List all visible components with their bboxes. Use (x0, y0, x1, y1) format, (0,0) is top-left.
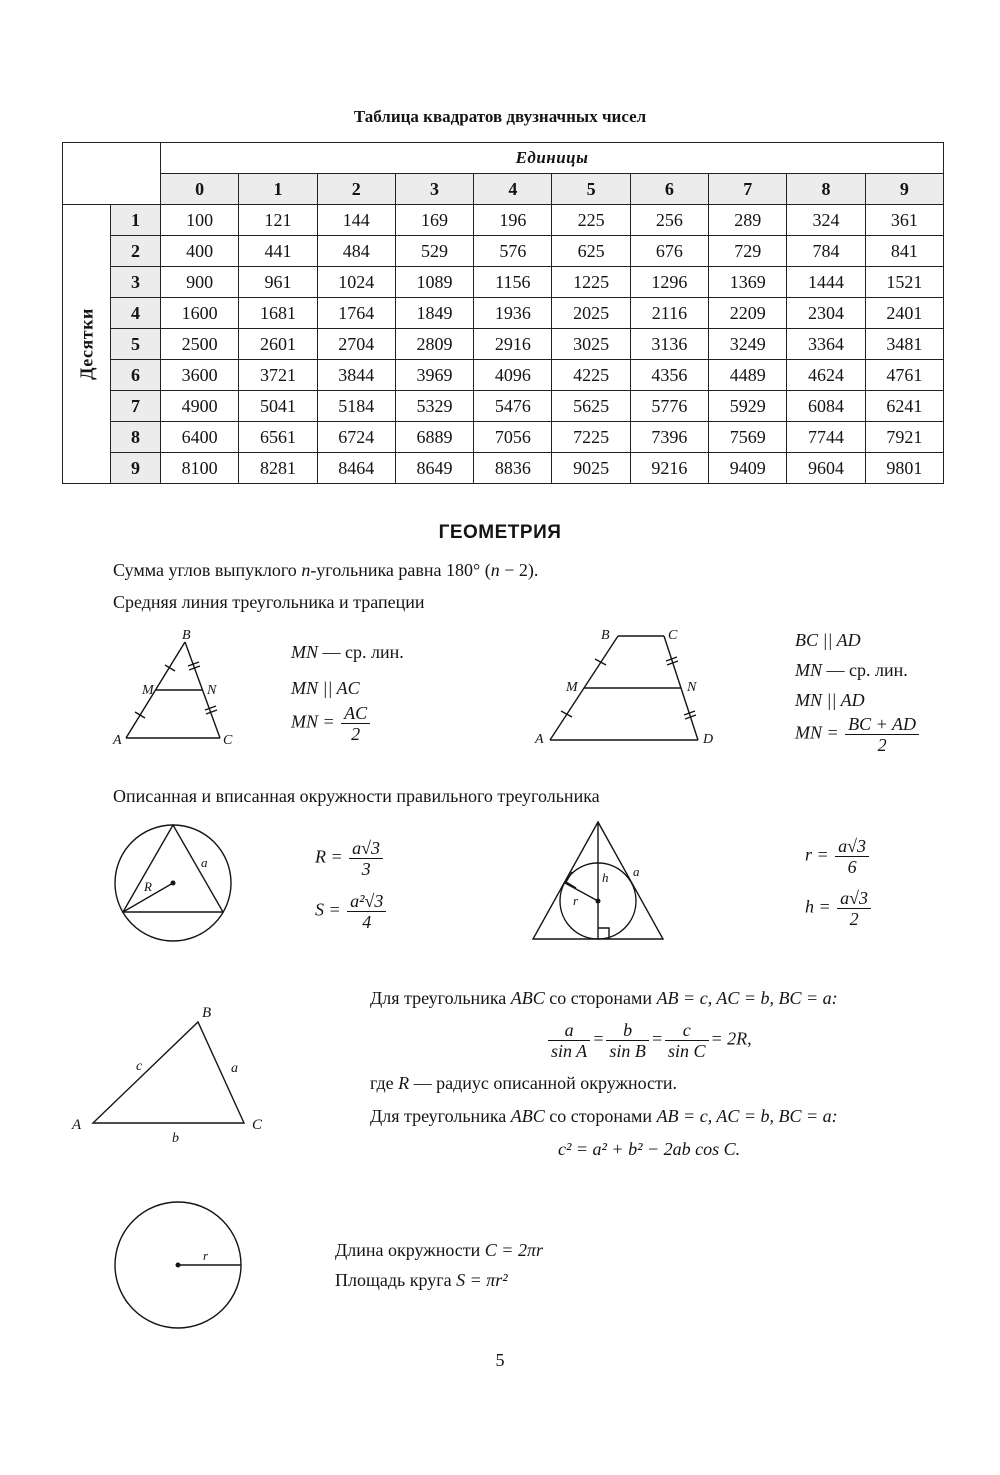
table-row (63, 422, 944, 453)
table-cell: 1764 (317, 298, 395, 329)
label-b: B (601, 628, 610, 643)
table-cell: 1444 (787, 267, 865, 298)
label-a: a (201, 855, 208, 870)
circumradius-formula (315, 838, 385, 879)
label-r: r (573, 893, 579, 908)
table-cell: 841 (865, 236, 943, 267)
tens-header (63, 205, 111, 484)
tri-midline-formula (291, 703, 372, 744)
sine-law-note (370, 1073, 677, 1094)
circumradius-fraction (349, 838, 383, 879)
table-header-digits (63, 174, 944, 205)
tri-formula-lhs: MN = (291, 711, 335, 732)
table-cell: 7056 (474, 422, 552, 453)
table-row (63, 267, 944, 298)
note-r: R (398, 1073, 410, 1093)
table-cell: 2704 (317, 329, 395, 360)
row-header: 3 (111, 267, 161, 298)
table-cell: 8100 (161, 453, 239, 484)
fraction-denominator: 2 (849, 909, 859, 929)
intro-text: Для треугольника (370, 988, 511, 1008)
column-header: 9 (865, 174, 943, 205)
table-cell: 2601 (239, 329, 317, 360)
table-corner (63, 143, 161, 205)
table-row (63, 453, 944, 484)
table-cell: 289 (709, 205, 787, 236)
table-cell: 625 (552, 236, 630, 267)
table-cell: 1296 (630, 267, 708, 298)
cos-law-intro (370, 1106, 838, 1127)
table-cell: 4761 (865, 360, 943, 391)
cos-law-formula: c² = a² + b² − 2ab cos C. (558, 1139, 741, 1159)
trap-midline-def (795, 660, 908, 681)
table-cell: 7744 (787, 422, 865, 453)
trap-midline-parallel: MN || AD (795, 690, 865, 710)
table-cell: 7225 (552, 422, 630, 453)
row-header: 4 (111, 298, 161, 329)
circle-figure (110, 1198, 250, 1338)
center-point (176, 1263, 181, 1268)
table-cell: 4096 (474, 360, 552, 391)
triangle-midline-figure (108, 625, 238, 750)
table-cell: 2116 (630, 298, 708, 329)
label-d: D (703, 732, 714, 747)
table-cell: 484 (317, 236, 395, 267)
table-cell: 676 (630, 236, 708, 267)
row-header: 8 (111, 422, 161, 453)
table-cell: 4489 (709, 360, 787, 391)
circle-area-text: Площадь круга (335, 1270, 457, 1290)
sine-law-tail: = 2R, (710, 1028, 752, 1049)
tri-midline-parallel: MN || AC (291, 678, 360, 698)
table-cell: 5776 (630, 391, 708, 422)
table-cell: 196 (474, 205, 552, 236)
intro-text: со сторонами (544, 1106, 657, 1126)
table-cell: 6241 (865, 391, 943, 422)
label-m: M (566, 680, 578, 695)
table-cell: 5625 (552, 391, 630, 422)
tick-mark (135, 712, 145, 718)
table-cell: 144 (317, 205, 395, 236)
table-cell: 2916 (474, 329, 552, 360)
table-cell: 6889 (395, 422, 473, 453)
table-cell: 5476 (474, 391, 552, 422)
fraction-numerator: a√3 (837, 888, 871, 909)
note-text: — радиус описанной окружности. (409, 1073, 678, 1093)
table-cell: 441 (239, 236, 317, 267)
triangle-abc-figure (68, 1000, 278, 1150)
sine-law-intro (370, 988, 838, 1009)
table-header-units (63, 143, 944, 174)
row-header: 5 (111, 329, 161, 360)
fraction-numerator: BC + AD (845, 714, 919, 735)
squares-table (62, 142, 944, 484)
table-cell: 361 (865, 205, 943, 236)
circle-length-formula: C = 2πr (484, 1240, 543, 1260)
table-cell: 1225 (552, 267, 630, 298)
fraction-denominator: 2 (877, 735, 887, 755)
table-cell: 4225 (552, 360, 630, 391)
table-cell: 400 (161, 236, 239, 267)
column-header: 5 (552, 174, 630, 205)
tri-mn-rest: — ср. лин. (318, 642, 404, 662)
label-a: A (72, 1117, 82, 1133)
fraction-denominator: 4 (362, 912, 372, 932)
column-header: 8 (787, 174, 865, 205)
label-r-big: R (144, 879, 152, 894)
column-header: 4 (474, 174, 552, 205)
table-cell: 7569 (709, 422, 787, 453)
fraction-numerator: a√3 (349, 838, 383, 859)
table-cell: 324 (787, 205, 865, 236)
table-cell: 9409 (709, 453, 787, 484)
label-c: C (223, 733, 233, 748)
table-cell: 2809 (395, 329, 473, 360)
table-cell: 4900 (161, 391, 239, 422)
table-cell: 3600 (161, 360, 239, 391)
area-lhs: S = (315, 899, 341, 920)
angle-sum-n2: n (490, 560, 500, 580)
intro-text: со сторонами (544, 988, 657, 1008)
tri-midline-def (291, 642, 404, 663)
table-cell: 256 (630, 205, 708, 236)
fraction-numerator: a (548, 1020, 590, 1041)
column-header: 3 (395, 174, 473, 205)
angle-sum-n: n (301, 560, 311, 580)
table-cell: 1369 (709, 267, 787, 298)
table-cell: 121 (239, 205, 317, 236)
trap-mn: MN (795, 660, 822, 680)
tri-formula-fraction (341, 703, 370, 744)
tick-mark (561, 711, 572, 717)
table-row (63, 329, 944, 360)
table-cell: 1024 (317, 267, 395, 298)
height-formula (805, 888, 873, 929)
height-lhs: h = (805, 896, 831, 917)
angle-sum-end: − 2). (499, 560, 539, 580)
midline-heading: Средняя линия треугольника и трапеции (113, 592, 425, 612)
table-cell: 9801 (865, 453, 943, 484)
intro-sides: AB = c, AC = b, BC = a: (656, 1106, 838, 1126)
label-r: r (203, 1248, 209, 1263)
fraction-denominator: sin C (668, 1041, 706, 1061)
units-header: Единицы (161, 143, 944, 174)
table-cell: 6084 (787, 391, 865, 422)
table-title: Таблица квадратов двузначных чисел (353, 107, 647, 126)
sine-fraction-b (606, 1020, 649, 1061)
table-cell: 225 (552, 205, 630, 236)
trap-formula-lhs: MN = (795, 722, 839, 743)
intro-abc: ABC (510, 1106, 545, 1126)
circles-heading: Описанная и вписанная окружности правильного треугольника (113, 786, 600, 806)
label-h: h (602, 870, 609, 885)
table-row (63, 360, 944, 391)
table-cell: 1936 (474, 298, 552, 329)
label-a: A (113, 733, 122, 748)
row-header: 9 (111, 453, 161, 484)
label-n: N (207, 683, 217, 698)
table-cell: 3844 (317, 360, 395, 391)
note-text: где (370, 1073, 399, 1093)
area-formula (315, 891, 388, 932)
table-cell: 2209 (709, 298, 787, 329)
row-header: 1 (111, 205, 161, 236)
column-header: 1 (239, 174, 317, 205)
page-number: 5 (495, 1350, 505, 1370)
row-header: 2 (111, 236, 161, 267)
column-header: 0 (161, 174, 239, 205)
table-cell: 2304 (787, 298, 865, 329)
inradius-formula (805, 836, 871, 877)
fraction-denominator: 3 (361, 859, 371, 879)
inradius-line (565, 883, 598, 901)
table-cell: 8281 (239, 453, 317, 484)
fraction-numerator: b (606, 1020, 649, 1041)
column-header: 6 (630, 174, 708, 205)
triangle-abc (93, 1022, 244, 1123)
angle-sum-text (113, 560, 538, 581)
table-cell: 3721 (239, 360, 317, 391)
inscribed-circle-figure (528, 815, 673, 945)
inradius-fraction (835, 836, 869, 877)
table-cell: 2401 (865, 298, 943, 329)
fraction-denominator: sin B (609, 1041, 646, 1061)
label-b: B (182, 628, 191, 643)
table-cell: 5329 (395, 391, 473, 422)
table-cell: 2025 (552, 298, 630, 329)
circumradius-lhs: R = (315, 846, 343, 867)
table-cell: 961 (239, 267, 317, 298)
table-cell: 1156 (474, 267, 552, 298)
intro-text: Для треугольника (370, 1106, 511, 1126)
table-cell: 3136 (630, 329, 708, 360)
sine-fraction-a (548, 1020, 590, 1061)
column-header: 2 (317, 174, 395, 205)
label-side-a: a (231, 1061, 238, 1076)
label-n: N (687, 680, 697, 695)
table-cell: 1521 (865, 267, 943, 298)
fraction-numerator: a√3 (835, 836, 869, 857)
table-cell: 1600 (161, 298, 239, 329)
table-cell: 9216 (630, 453, 708, 484)
trap-midline-formula (795, 714, 921, 755)
geometry-title: ГЕОМЕТРИЯ (438, 522, 562, 543)
fraction-numerator: AC (341, 703, 370, 724)
fraction-denominator: sin A (551, 1041, 588, 1061)
table-cell: 529 (395, 236, 473, 267)
table-cell: 900 (161, 267, 239, 298)
trap-parallel-bases: BC || AD (795, 630, 861, 650)
table-cell: 1681 (239, 298, 317, 329)
fraction-denominator: 2 (351, 724, 361, 744)
intro-abc: ABC (510, 988, 545, 1008)
table-cell: 9604 (787, 453, 865, 484)
label-c: C (252, 1117, 263, 1133)
table-cell: 6561 (239, 422, 317, 453)
table-cell: 3364 (787, 329, 865, 360)
label-side-b: b (172, 1131, 179, 1146)
circle-length (335, 1240, 543, 1261)
table-cell: 4624 (787, 360, 865, 391)
table-cell: 5041 (239, 391, 317, 422)
height-fraction (837, 888, 871, 929)
table-row (63, 236, 944, 267)
table-cell: 6400 (161, 422, 239, 453)
table-cell: 3249 (709, 329, 787, 360)
table-cell: 729 (709, 236, 787, 267)
label-m: M (142, 683, 154, 698)
table-cell: 1089 (395, 267, 473, 298)
row-header: 6 (111, 360, 161, 391)
fraction-denominator: 6 (847, 857, 857, 877)
column-header: 7 (709, 174, 787, 205)
table-cell: 8464 (317, 453, 395, 484)
label-c: C (668, 628, 678, 643)
angle-sum-prefix: Сумма углов выпуклого (113, 560, 302, 580)
right-angle-mark (566, 872, 576, 888)
table-cell: 169 (395, 205, 473, 236)
inradius-lhs: r = (805, 844, 829, 865)
table-row (63, 391, 944, 422)
circle-area-formula: S = πr² (456, 1270, 508, 1290)
tick-mark (595, 659, 606, 665)
table-row (63, 205, 944, 236)
table-cell: 7921 (865, 422, 943, 453)
table-cell: 6724 (317, 422, 395, 453)
table-cell: 8836 (474, 453, 552, 484)
equilateral-triangle (123, 825, 223, 912)
table-cell: 4356 (630, 360, 708, 391)
angle-sum-suffix: -угольника равна 180° ( (310, 560, 491, 580)
center-point (171, 881, 176, 886)
trapezoid-midline-figure (530, 625, 720, 750)
trap-formula-fraction (845, 714, 919, 755)
table-cell: 3969 (395, 360, 473, 391)
table-cell: 5184 (317, 391, 395, 422)
table-cell: 3025 (552, 329, 630, 360)
table-cell: 576 (474, 236, 552, 267)
area-fraction (347, 891, 386, 932)
table-row (63, 298, 944, 329)
table-cell: 2500 (161, 329, 239, 360)
table-cell: 1849 (395, 298, 473, 329)
label-a: A (535, 732, 544, 747)
intro-sides: AB = c, AC = b, BC = a: (656, 988, 838, 1008)
fraction-numerator: a²√3 (347, 891, 386, 912)
table-cell: 784 (787, 236, 865, 267)
sine-law-formula: $\frac{a}{\text{sin A}}$ = $\frac{b}{\text{sin B}}$ = $\frac{c}{\text{sin C}}$ = 2R, (546, 1020, 752, 1061)
table-cell: 7396 (630, 422, 708, 453)
trap-mn-rest: — ср. лин. (822, 660, 908, 680)
label-b: B (202, 1005, 212, 1021)
table-cell: 9025 (552, 453, 630, 484)
fraction-numerator: c (665, 1020, 709, 1041)
row-header: 7 (111, 391, 161, 422)
label-a: a (633, 864, 640, 879)
tick-mark (205, 706, 216, 710)
table-cell: 5929 (709, 391, 787, 422)
circle-length-text: Длина окружности (335, 1240, 485, 1260)
center-point (596, 899, 601, 904)
table-cell: 3481 (865, 329, 943, 360)
circle-area (335, 1270, 508, 1291)
label-side-c: c (136, 1059, 143, 1074)
tri-mn: MN (291, 642, 318, 662)
table-cell: 8649 (395, 453, 473, 484)
table-cell: 100 (161, 205, 239, 236)
circumscribed-circle-figure (108, 815, 248, 950)
sine-fraction-c (665, 1020, 709, 1061)
tens-label: Десятки (76, 308, 96, 380)
